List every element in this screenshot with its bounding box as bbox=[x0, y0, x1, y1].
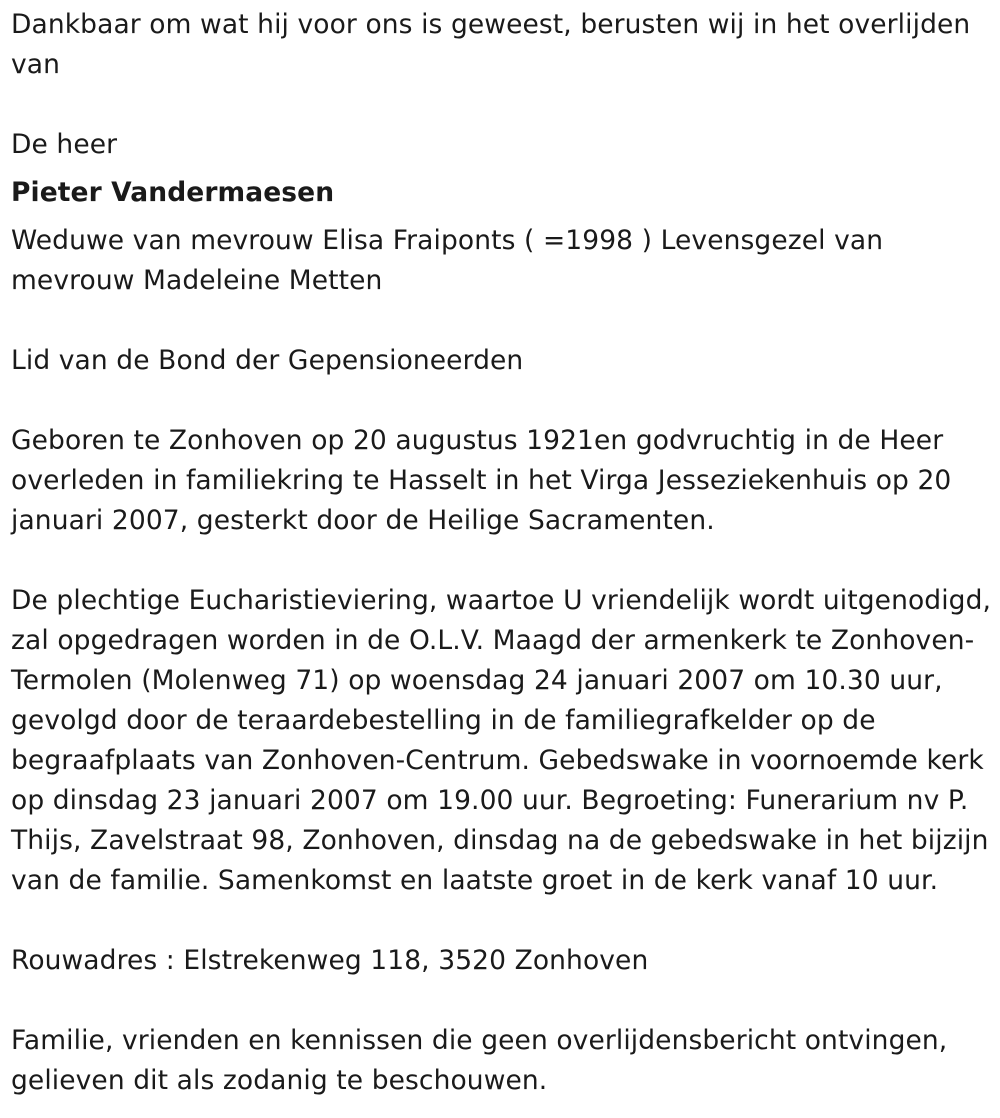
address-paragraph: Rouwadres : Elstrekenweg 118, 3520 Zonhoven bbox=[11, 945, 649, 976]
obituary-document bbox=[11, 5, 996, 1101]
deceased-name: Pieter Vandermaesen bbox=[11, 177, 335, 208]
closing-paragraph: Familie, vrienden en kennissen die geen overlijdensbericht ontvingen, gelieven dit als zodanig te beschouwen. bbox=[11, 1025, 948, 1096]
spacer bbox=[11, 981, 996, 1021]
spacer bbox=[11, 85, 996, 125]
spacer bbox=[11, 901, 996, 941]
spacer bbox=[11, 301, 996, 341]
salutation: De heer bbox=[11, 129, 118, 160]
spacer bbox=[11, 541, 996, 581]
relations-paragraph: Weduwe van mevrouw Elisa Fraiponts ( =1998 ) Levensgezel van mevrouw Madeleine Metten bbox=[11, 225, 884, 296]
spacer bbox=[11, 213, 996, 221]
spacer bbox=[11, 165, 996, 173]
spacer bbox=[11, 381, 996, 421]
birth-death-paragraph: Geboren te Zonhoven op 20 augustus 1921en godvruchtig in de Heer overleden in familiekring te Hasselt in het Virga Jesseziekenhuis op 20 januari 2007, gesterkt door de Heilige Sacramenten. bbox=[11, 425, 952, 536]
membership-paragraph: Lid van de Bond der Gepensioneerden bbox=[11, 345, 524, 376]
ceremony-paragraph: De plechtige Eucharistieviering, waartoe U vriendelijk wordt uitgenodigd, zal opgedragen worden in de O.L.V. Maagd der armenkerk te Zonhoven-Termolen (Molenweg 71) op woensdag 24 januari 2007 om 10.30 uur, gevolgd door de teraardebestelling in de familiegrafkelder op de begraafplaats van Zonhoven-Centrum. Gebedswake in voornoemde kerk op dinsdag 23 januari 2007 om 19.00 uur. Begroeting: Funerarium nv P. Thijs, Zavelstraat 98, Zonhoven, dinsdag na de gebedswake in het bijzijn van de familie. Samenkomst en laatste groet in de kerk vanaf 10 uur. bbox=[11, 585, 992, 896]
intro-paragraph: Dankbaar om wat hij voor ons is geweest, berusten wij in het overlijden van bbox=[11, 9, 971, 80]
